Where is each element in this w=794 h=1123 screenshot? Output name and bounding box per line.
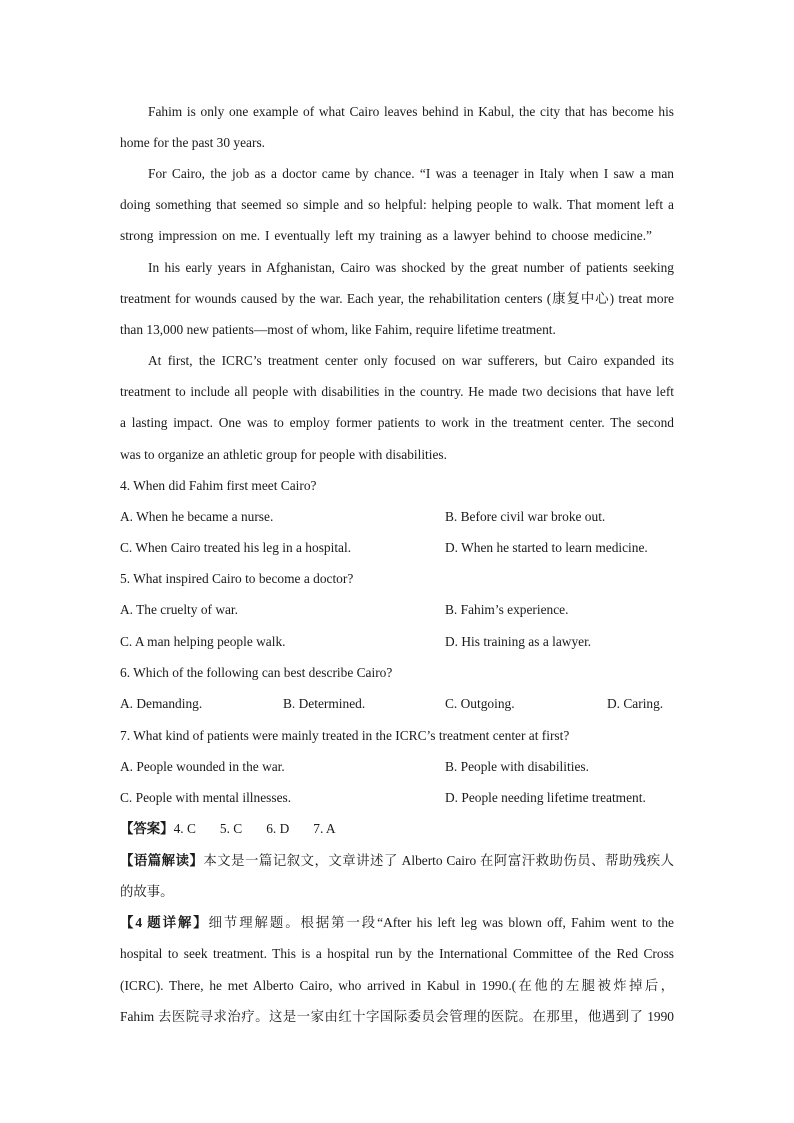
detail-label: 【4 题详解】 xyxy=(120,915,209,930)
option-a: A. People wounded in the war. xyxy=(120,759,285,774)
passage-line: a lasting impact. One was to employ former patients to work in the treatment center. The second xyxy=(120,415,674,430)
detail-text: 细节理解题。根据第一段“After his left leg was blown off, Fahim went to the xyxy=(208,915,674,930)
detail-line: hospital to seek treatment. This is a hospital run by the International Committee of the Red Cross xyxy=(120,946,674,961)
answer-item: 7. A xyxy=(313,821,336,836)
option-d: D. People needing lifetime treatment. xyxy=(445,790,646,805)
option-c: C. Outgoing. xyxy=(445,696,515,711)
option-c: C. When Cairo treated his leg in a hospital. xyxy=(120,540,352,555)
passage-line: Fahim is only one example of what Cairo leaves behind in Kabul, the city that has become his xyxy=(148,104,674,119)
passage-line: For Cairo, the job as a doctor came by chance. “I was a teenager in Italy when I saw a man xyxy=(148,166,674,181)
interpretation-text: 本文是一篇记叙文，文章讲述了 Alberto Cairo 在阿富汗救助伤员、帮助残疾人 xyxy=(203,853,675,868)
passage-line: strong impression on me. I eventually left my training as a lawyer behind to choose medicine.” xyxy=(120,228,652,243)
option-b: B. Determined. xyxy=(283,696,366,711)
detail-line xyxy=(120,913,674,933)
option-a: A. When he became a nurse. xyxy=(120,509,274,524)
passage-line: In his early years in Afghanistan, Cairo was shocked by the great number of patients seeking xyxy=(148,260,674,275)
option-d: D. When he started to learn medicine. xyxy=(445,540,648,555)
interpretation-label: 【语篇解读】 xyxy=(120,853,204,868)
detail-line: (ICRC). There, he met Alberto Cairo, who arrived in Kabul in 1990.(在他的左腿被炸掉后， xyxy=(120,978,674,993)
option-d: D. His training as a lawyer. xyxy=(445,634,592,649)
passage-line: was to organize an athletic group for people with disabilities. xyxy=(120,447,447,462)
passage-line: home for the past 30 years. xyxy=(120,135,266,150)
passage-line: than 13,000 new patients—most of whom, like Fahim, require lifetime treatment. xyxy=(120,322,556,337)
answer-item: 4. C xyxy=(173,821,196,836)
option-a: A. The cruelty of war. xyxy=(120,602,238,617)
interpretation-line xyxy=(120,851,674,871)
passage-line: treatment to include all people with disabilities in the country. He made two decisions that have left xyxy=(120,384,674,399)
detail-line: Fahim 去医院寻求治疗。这是一家由红十字国际委员会管理的医院。在那里，他遇到了 1990 xyxy=(120,1009,674,1024)
answer-row xyxy=(120,819,336,839)
option-b: B. Fahim’s experience. xyxy=(445,602,569,617)
option-c: C. A man helping people walk. xyxy=(120,634,286,649)
option-c: C. People with mental illnesses. xyxy=(120,790,292,805)
interpretation-line: 的故事。 xyxy=(120,884,174,899)
option-b: B. People with disabilities. xyxy=(445,759,589,774)
question-stem: 4. When did Fahim first meet Cairo? xyxy=(120,478,317,493)
answer-item: 5. C xyxy=(219,821,243,836)
option-a: A. Demanding. xyxy=(120,696,203,711)
answer-label: 【答案】 xyxy=(120,821,174,836)
question-stem: 6. Which of the following can best describe Cairo? xyxy=(120,665,393,680)
passage-line: doing something that seemed so simple and so helpful: helping people to walk. That moment left a xyxy=(120,197,674,212)
option-d: D. Caring. xyxy=(607,696,664,711)
question-stem: 7. What kind of patients were mainly treated in the ICRC’s treatment center at first? xyxy=(120,728,570,743)
option-b: B. Before civil war broke out. xyxy=(445,509,606,524)
answer-item: 6. D xyxy=(266,821,290,836)
question-stem: 5. What inspired Cairo to become a doctor? xyxy=(120,571,354,586)
passage-line: treatment for wounds caused by the war. Each year, the rehabilitation centers (康复中心) treat more xyxy=(120,291,674,306)
passage-line: At first, the ICRC’s treatment center only focused on war sufferers, but Cairo expanded its xyxy=(148,353,674,368)
